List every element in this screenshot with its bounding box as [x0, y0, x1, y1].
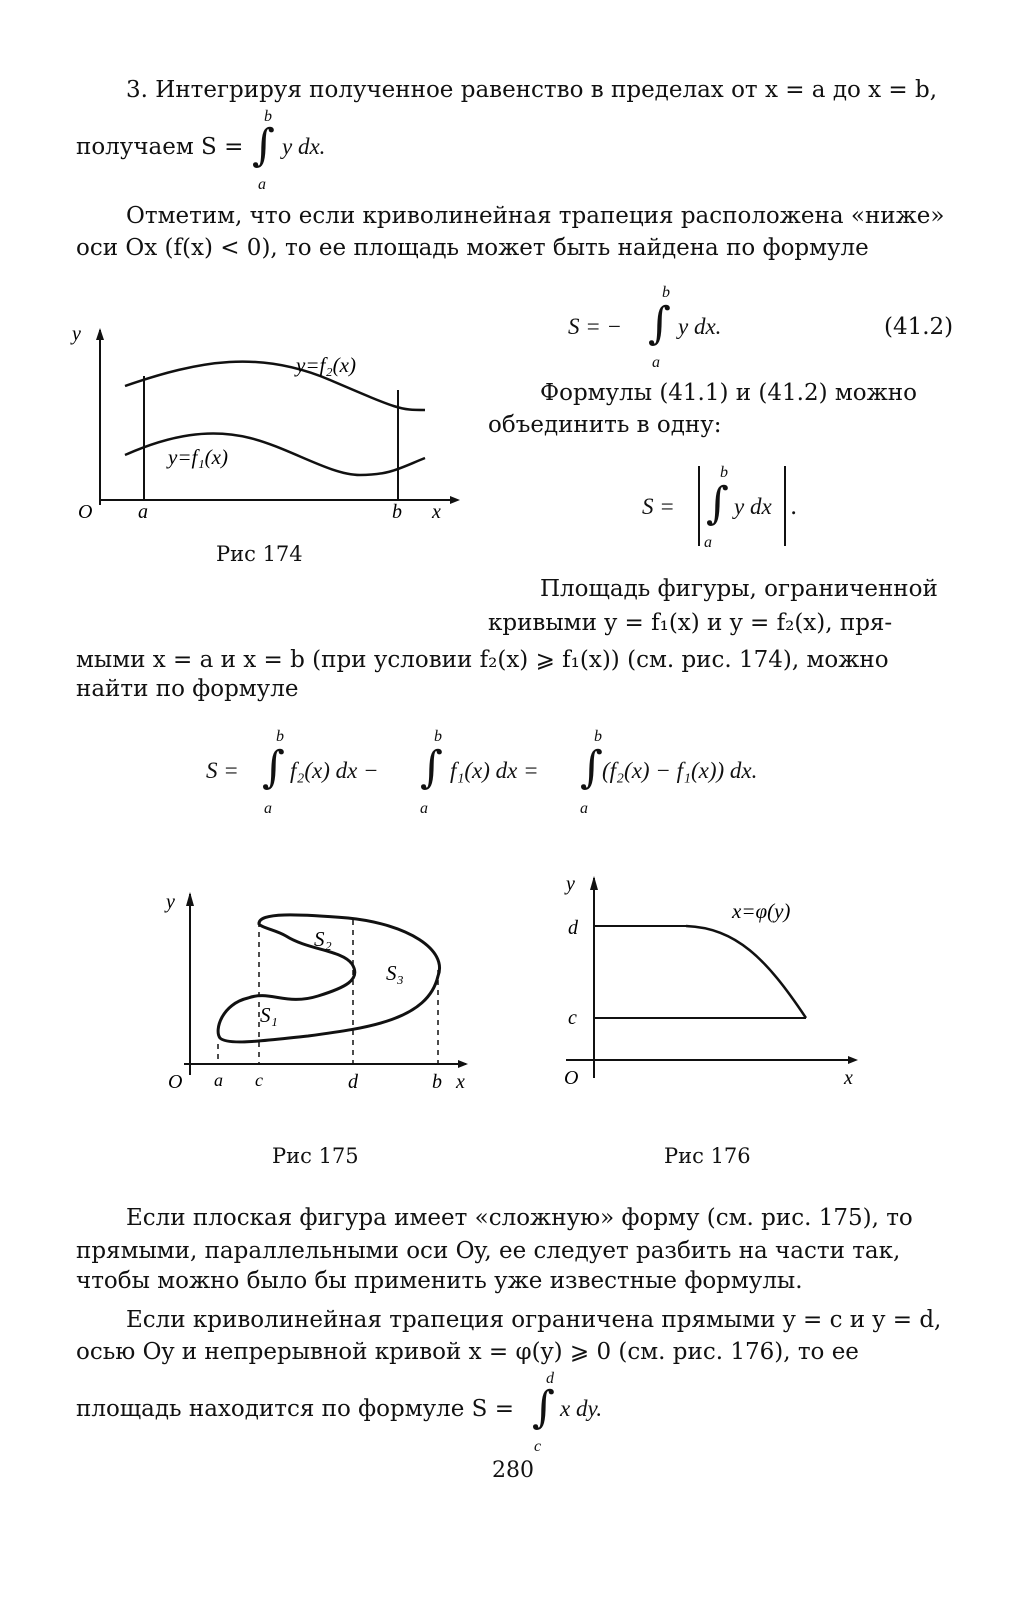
eq412-upper: b [662, 284, 670, 301]
eq412-integrand: y dx. [678, 314, 722, 339]
integral-upper-limit: b [264, 108, 272, 125]
origin-label: O [78, 501, 93, 523]
figure-174 [60, 310, 480, 530]
y-axis-label: y [566, 873, 575, 895]
d-label: d [348, 1071, 358, 1093]
eq-diff-term-2: f₁(x) dx = [450, 758, 539, 783]
curve-f1-label: y=f₁(x) [168, 445, 228, 469]
paragraph-5-line-1: Если плоская фигура имеет «сложную» форму (см. рис. 175), то [126, 1205, 913, 1231]
p6-integrand: x dy. [560, 1396, 603, 1421]
eq-diff-upper-3: b [594, 728, 602, 745]
paragraph-5-line-2: прямыми, параллельными оси Oy, ее следует разбить на части так, [76, 1238, 901, 1264]
paragraph-1-line-2: получаем S = [76, 134, 244, 160]
y-axis-label: y [72, 323, 81, 345]
paragraph-5-line-3: чтобы можно было бы применить уже известные формулы. [76, 1268, 803, 1294]
paragraph-4-line-4: найти по формуле [76, 676, 299, 702]
paragraph-2-line-1: Отметим, что если криволинейная трапеция расположена «ниже» [126, 203, 945, 229]
page-number: 280 [492, 1458, 534, 1483]
integrand: y dx. [282, 134, 326, 159]
y-axis-arrow [186, 892, 194, 906]
eq-diff-upper-1: b [276, 728, 284, 745]
b-label: b [432, 1071, 442, 1093]
eq412-lower: a [652, 354, 660, 371]
p6-upper-limit: d [546, 1370, 554, 1387]
x-axis-label: x [432, 501, 441, 523]
paragraph-4-line-2: кривыми y = f₁(x) и y = f₂(x), пря- [488, 610, 893, 636]
x-axis-label: x [456, 1071, 465, 1093]
eq412-integral-sign: ∫ [648, 298, 671, 349]
eq-abs-integrand: y dx [734, 494, 772, 519]
curve-f2-label: y=f₂(x) [296, 353, 356, 377]
curve-phi [686, 926, 806, 1018]
eq-diff-upper-2: b [434, 728, 442, 745]
figure-175 [158, 880, 488, 1110]
eq-diff-s: S = [206, 758, 239, 783]
eq-abs-lower: a [704, 534, 712, 551]
eq-diff-integral-1: ∫ [262, 742, 285, 793]
s2-label: S₂ [314, 927, 332, 951]
eq-diff-integral-2: ∫ [420, 742, 443, 793]
a-label: a [214, 1070, 223, 1090]
abs-bar-left [698, 466, 700, 546]
y-axis-label: y [166, 891, 175, 913]
abs-bar-right [784, 466, 786, 546]
eq-diff-lower-1: a [264, 800, 272, 817]
p6-integral-sign: ∫ [532, 1382, 555, 1433]
a-label: a [138, 501, 148, 523]
p6-lower-limit: c [534, 1438, 542, 1455]
paragraph-3-line-1: Формулы (41.1) и (41.2) можно [540, 380, 917, 406]
figure-175-caption: Рис 175 [272, 1144, 359, 1168]
d-label: d [568, 917, 578, 939]
eq-abs-upper: b [720, 464, 728, 481]
eq-diff-lower-2: a [420, 800, 428, 817]
origin-label: O [168, 1071, 183, 1093]
s1-label: S₁ [260, 1003, 278, 1027]
x-axis-arrow [458, 1060, 468, 1068]
paragraph-4-line-1: Площадь фигуры, ограниченной [540, 576, 938, 602]
y-axis-arrow [96, 328, 104, 340]
origin-label: O [564, 1067, 579, 1089]
eq412-lhs: S = − [568, 314, 623, 339]
eq-diff-lower-3: a [580, 800, 588, 817]
curve-f2 [125, 362, 425, 410]
x-axis-arrow [450, 496, 460, 504]
eq-diff-term-3: (f₂(x) − f₁(x)) dx. [602, 758, 758, 783]
paragraph-6-line-1: Если криволинейная трапеция ограничена прямыми y = c и y = d, [126, 1307, 942, 1333]
eq-diff-term-1: f₂(x) dx − [290, 758, 379, 783]
x-axis-arrow [848, 1056, 858, 1064]
eq-abs-lhs: S = [642, 494, 675, 519]
paragraph-2-line-2: оси Ox (f(x) < 0), то ее площадь может быть найдена по формуле [76, 235, 869, 261]
s3-label: S₃ [386, 961, 404, 985]
eq-diff-integral-3: ∫ [580, 742, 603, 793]
c-label: c [255, 1070, 263, 1090]
curve-phi-label: x=φ(y) [732, 899, 791, 923]
eq-abs-integral-sign: ∫ [706, 478, 729, 529]
y-axis-arrow [590, 876, 598, 890]
paragraph-4-line-3: мыми x = a и x = b (при условии f₂(x) ⩾ f₁(x)) (см. рис. 174), можно [76, 647, 889, 673]
figure-176-caption: Рис 176 [664, 1144, 751, 1168]
x-axis-label: x [844, 1067, 853, 1089]
eq-abs-end: . [790, 494, 798, 520]
b-label: b [392, 501, 402, 523]
eq412-number: (41.2) [884, 314, 954, 340]
paragraph-6-line-3: площадь находится по формуле S = [76, 1396, 515, 1422]
c-label: c [568, 1007, 577, 1029]
paragraph-1-line-1: 3. Интегрируя полученное равенство в пределах от x = a до x = b, [126, 77, 938, 103]
figure-174-caption: Рис 174 [216, 542, 303, 566]
integral-sign: ∫ [252, 120, 275, 171]
figure-176 [556, 868, 876, 1098]
paragraph-3-line-2: объединить в одну: [488, 412, 722, 438]
paragraph-6-line-2: осью Oy и непрерывной кривой x = φ(y) ⩾ 0 (см. рис. 176), то ее [76, 1339, 859, 1365]
integral-lower-limit: a [258, 176, 266, 193]
